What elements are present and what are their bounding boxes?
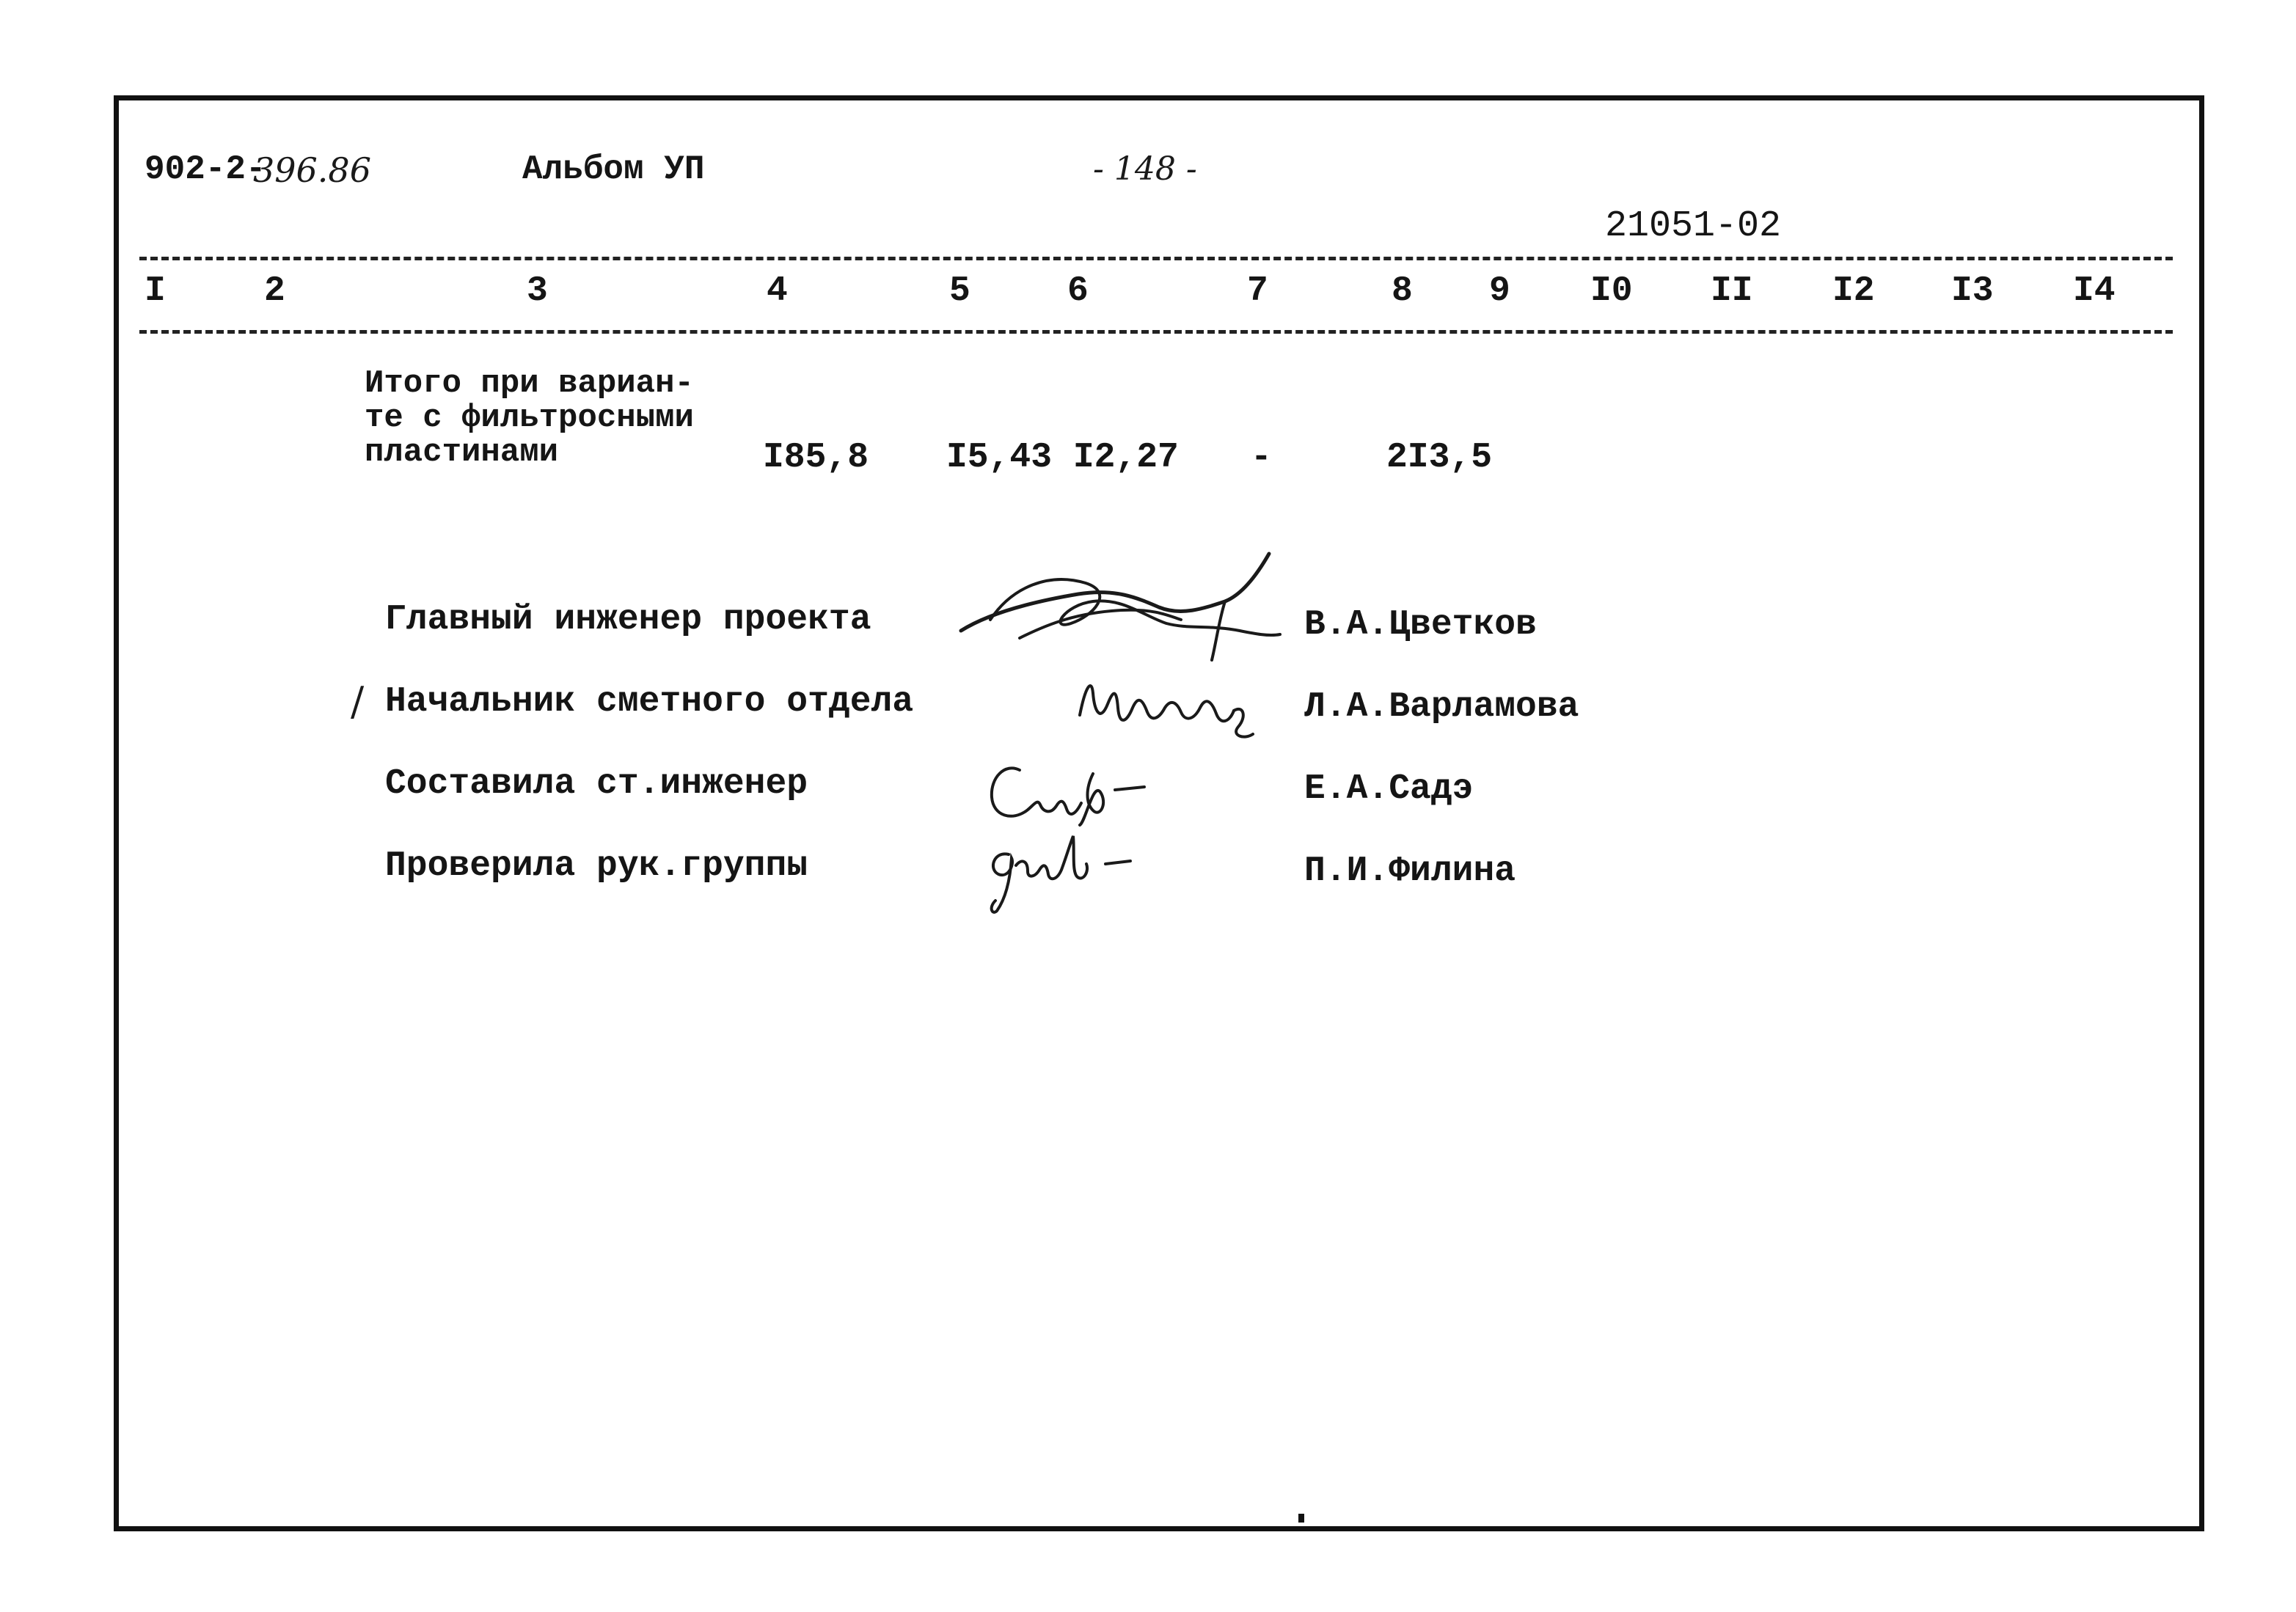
column-number: 7 — [1247, 271, 1268, 311]
total-col4-value: I85,8 — [763, 438, 869, 477]
signatory-name: Л.А.Варламова — [1304, 687, 1579, 727]
column-number: II — [1711, 271, 1753, 311]
total-label-line: Итого при вариан- — [365, 365, 694, 402]
total-col8-value: 2I3,5 — [1386, 438, 1493, 477]
signature-filina — [979, 829, 1155, 917]
page-number: - 148 - — [1093, 150, 1197, 188]
stamp-number: 21051-02 — [1605, 205, 1782, 247]
doc-code-handwritten: 396.86 — [253, 150, 371, 190]
column-number: 9 — [1489, 271, 1510, 311]
signature-role: Главный инженер проекта — [385, 600, 871, 640]
column-number: 2 — [264, 271, 285, 311]
column-number: I4 — [2073, 271, 2116, 311]
signatory-name: П.И.Филина — [1304, 851, 1516, 891]
column-number: I3 — [1951, 271, 1994, 311]
total-col5-6-values: I5,43 I2,27 — [946, 438, 1179, 477]
document-frame — [114, 95, 2204, 1531]
column-number: 3 — [527, 271, 548, 311]
column-number: 5 — [949, 271, 970, 311]
signature-tsvetkov — [946, 543, 1298, 667]
header-top-rule — [139, 257, 2173, 260]
signature-role: Составила ст.инженер — [385, 764, 808, 804]
signatory-name: Е.А.Садэ — [1304, 769, 1474, 809]
column-number: 6 — [1067, 271, 1089, 311]
total-col7-value: - — [1251, 438, 1272, 477]
signature-role: Проверила рук.группы — [385, 846, 808, 886]
total-label-line: те с фильтросными — [365, 400, 694, 436]
signature-sade — [983, 752, 1152, 832]
binding-mark — [1298, 1514, 1304, 1523]
total-label-line: пластинами — [365, 434, 559, 471]
column-number: I0 — [1590, 271, 1633, 311]
column-number: 8 — [1392, 271, 1413, 311]
margin-mark: / — [351, 678, 365, 725]
doc-code: 902-2- — [145, 150, 266, 188]
album-label: Альбом УП — [522, 150, 705, 188]
signature-varlamova — [1071, 664, 1262, 752]
signature-role: Начальник сметного отдела — [385, 682, 914, 722]
signatory-name: В.А.Цветков — [1304, 605, 1537, 645]
header-bottom-rule — [139, 330, 2173, 334]
column-number: I2 — [1832, 271, 1875, 311]
column-number: 4 — [767, 271, 788, 311]
column-number: I — [145, 271, 166, 311]
